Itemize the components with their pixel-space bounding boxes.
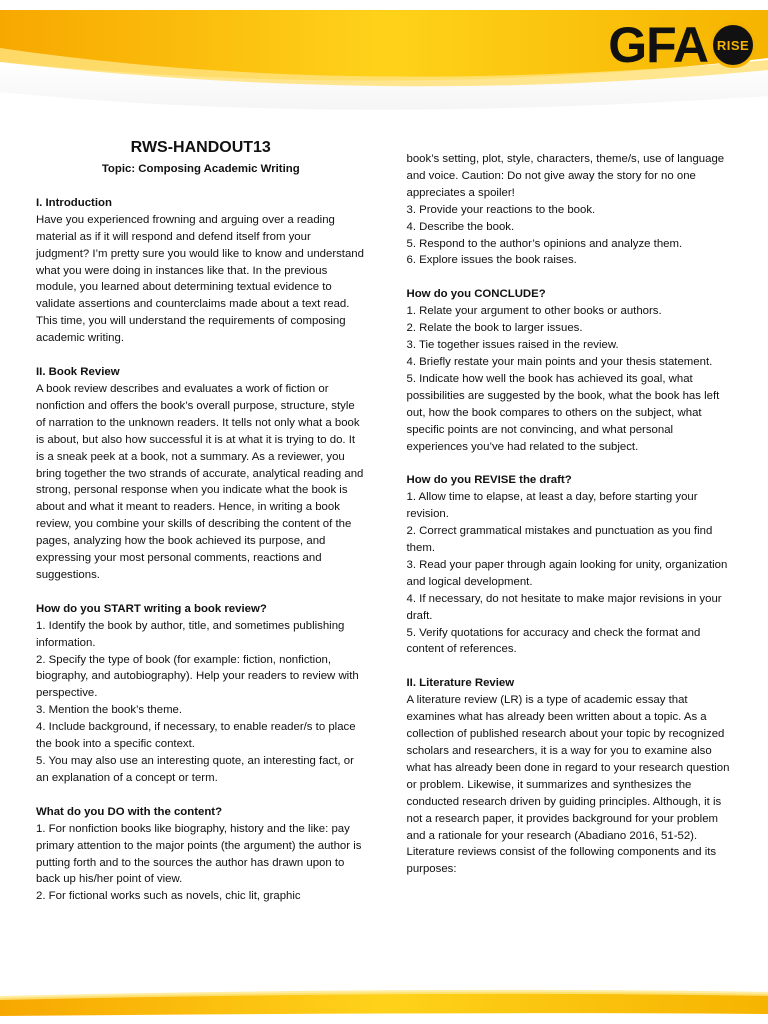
section-heading-conclude: How do you CONCLUDE? bbox=[406, 288, 546, 301]
list-item: 5. Indicate how well the book has achieved its goal, what possibilities are suggested by the book, what the book has left out, how the book compares to others on the subject, what specific points are not convincing, and what personal experiences you’ve had related to the subject. bbox=[406, 372, 720, 453]
logo-rise-badge: RISE bbox=[710, 22, 756, 68]
list-item: 2. Correct grammatical mistakes and punctuation as you find them. bbox=[406, 525, 713, 555]
content-continued-paragraph: book’s setting, plot, style, characters, theme/s, use of language and voice. Caution: Do not give away the story for no one appreciates a spoiler! bbox=[406, 153, 725, 199]
revise-list bbox=[407, 489, 737, 658]
right-column bbox=[407, 138, 737, 905]
list-item: 2. For fictional works such as novels, chic lit, graphic bbox=[36, 890, 301, 903]
list-item: 4. If necessary, do not hesitate to make major revisions in your draft. bbox=[406, 592, 722, 622]
section-heading-start: How do you START writing a book review? bbox=[36, 602, 267, 615]
list-item: 5. Verify quotations for accuracy and check the format and content of references. bbox=[406, 626, 701, 656]
list-item: 1. Relate your argument to other books or authors. bbox=[406, 305, 662, 318]
list-item: 3. Read your paper through again looking for unity, organization and logical development. bbox=[406, 558, 728, 588]
list-item: 1. Identify the book by author, title, and sometimes publishing information. bbox=[36, 619, 345, 649]
list-item: 2. Specify the type of book (for example: fiction, nonfiction, biography, and autobiography). Help your readers to review with perspective. bbox=[36, 653, 359, 700]
list-item: 1. Allow time to elapse, at least a day, before starting your revision. bbox=[406, 491, 698, 521]
logo-text: GFA bbox=[608, 17, 708, 73]
footer-swoosh bbox=[0, 972, 768, 1024]
brand-logo bbox=[608, 17, 756, 73]
list-item: 6. Explore issues the book raises. bbox=[406, 254, 577, 267]
document-topic: Topic: Composing Academic Writing bbox=[101, 163, 300, 175]
list-item: 2. Relate the book to larger issues. bbox=[406, 322, 583, 335]
left-column bbox=[36, 138, 366, 905]
start-list bbox=[36, 618, 366, 787]
section-heading-literature-review: II. Literature Review bbox=[406, 677, 515, 690]
list-item: 5. Respond to the author’s opinions and analyze them. bbox=[406, 237, 683, 250]
list-item: 5. You may also use an interesting quote, an interesting fact, or an explanation of a concept or term. bbox=[36, 755, 354, 784]
section-heading-book-review: II. Book Review bbox=[36, 366, 120, 379]
document-body bbox=[36, 138, 736, 905]
list-item: 3. Provide your reactions to the book. bbox=[406, 203, 596, 216]
content-list-continued bbox=[407, 202, 737, 270]
content-list bbox=[36, 821, 366, 906]
list-item: 3. Tie together issues raised in the review. bbox=[406, 339, 619, 352]
literature-review-paragraph: A literature review (LR) is a type of academic essay that examines what has already been written about a topic. As a collection of published research about your topic by recognized scholars and researchers, it is a way for you to examine also what has already been done in regard to your research question or problem. Likewise, it summarizes and synthesizes the conducted research driven by guiding principles. Although, it is not a research paper, it provides background for your problem and a rationale for your research (Abadiano 2016, 51-52). Literature reviews consist of the following components and its purposes: bbox=[406, 694, 730, 876]
section-heading-revise: How do you REVISE the draft? bbox=[406, 474, 572, 487]
introduction-paragraph: Have you experienced frowning and arguing over a reading material as if it will respond and defend itself from your judgment? I’m pretty sure you would like to know and understand what you were doing in instances like that. In the previous module, you learned about determining textual evidence to validate assertions and counterclaims made about a text read. This time, you will understand the requirements of composing academic writing. bbox=[36, 213, 364, 345]
footer-band bbox=[0, 972, 768, 1024]
section-heading-content: What do you DO with the content? bbox=[36, 805, 223, 818]
document-title: RWS-HANDOUT13 bbox=[130, 139, 271, 156]
list-item: 3. Mention the book’s theme. bbox=[36, 704, 183, 717]
list-item: 4. Describe the book. bbox=[406, 220, 515, 233]
book-review-paragraph: A book review describes and evaluates a work of fiction or nonfiction and offers the book’s overall purpose, structure, style of narration to the unknown readers. It tells not only what a book is about, but also how successful it is at what it is trying to do. It is a sneak peek at a book, not a summary. As a reviewer, you bring together the two strands of accurate, analytical reading and strong, personal response when you indicate what the book is about and what it meant to readers. Hence, in writing a book review, you combine your skills of describing the content of the pages, analyzing how the book achieved its purpose, and expressing your most personal comments, reactions and suggestions. bbox=[36, 382, 364, 581]
list-item: 1. For nonfiction books like biography, history and the like: pay primary attention to the major points (the argument) the author is putting forth and to the sources the author has drawn upon to back up his/her point of view. bbox=[36, 822, 362, 886]
list-item: 4. Briefly restate your main points and your thesis statement. bbox=[406, 355, 713, 368]
conclude-list bbox=[407, 303, 737, 455]
section-heading-introduction: I. Introduction bbox=[36, 196, 112, 209]
list-item: 4. Include background, if necessary, to enable reader/s to place the book into a specific context. bbox=[36, 721, 356, 751]
